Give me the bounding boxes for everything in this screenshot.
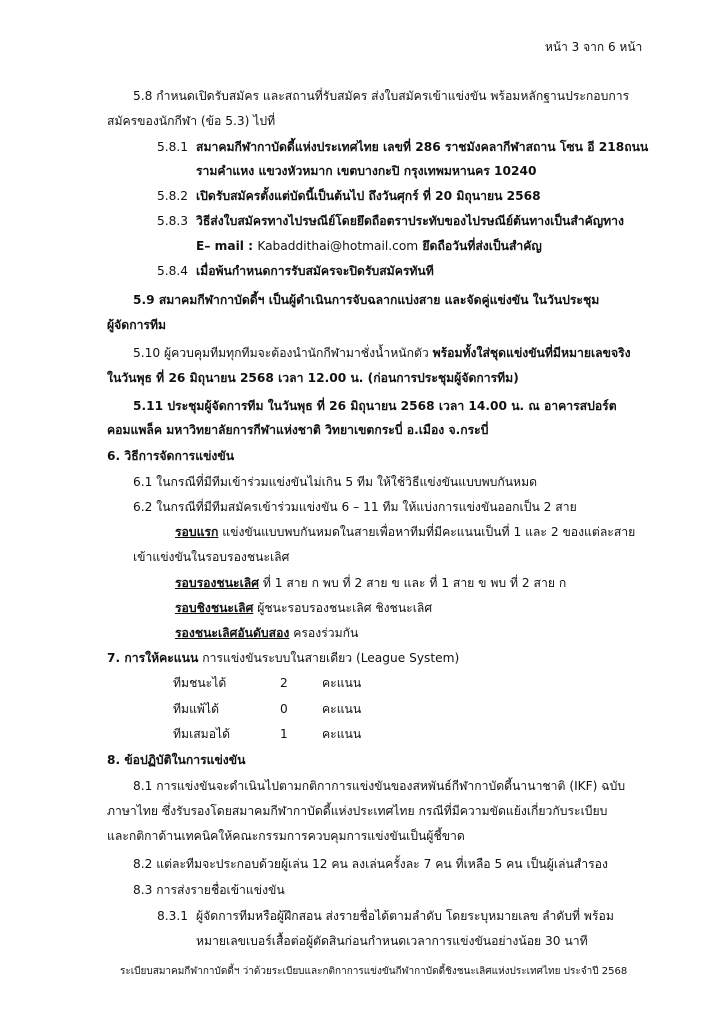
s8-3-1-num: 8.3.1	[157, 909, 189, 923]
s8-1-line1: 8.1 การแข่งขันจะดำเนินไปตามกติกาการแข่งขันของสหพันธ์กีฬากาบัดดี้นานาชาติ (IKF) ฉบับ	[133, 779, 626, 793]
s5-10-line1-a: 5.10 ผู้ควบคุมทีมทุกทีมจะต้องนำนักกีฬามาชั่งน้ำหนักตัว	[133, 346, 433, 360]
s5-8-3-num: 5.8.3	[157, 214, 189, 228]
s8-3-1-line1: ผู้จัดการทีมหรือผู้ฝึกสอน ส่งรายชื่อได้ตามลำดับ โดยระบุหมายเลข ลำดับที่ พร้อม	[196, 909, 614, 923]
s7-heading	[107, 651, 459, 666]
email-suffix: ยึดถือวันที่ส่งเป็นสำคัญ	[422, 239, 542, 253]
round-first-label: รอบแรก	[175, 525, 219, 539]
points-unit: คะแนน	[322, 727, 362, 741]
s5-8-1-line1: สมาคมกีฬากาบัดดี้แห่งประเทศไทย เลขที่ 286 ราชมังคลากีฬาสถาน โซน อี 218ถนน	[196, 140, 649, 154]
s7-heading-a: 7. การให้คะแนน	[107, 651, 199, 665]
round-semifinal-text: ที่ 1 สาย ก พบ ที่ 2 สาย ข และ ที่ 1 สาย ข พบ ที่ 2 สาย ก	[258, 576, 567, 590]
s5-8-2-text: เปิดรับสมัครตั้งแต่บัดนี้เป็นต้นไป ถึงวันศุกร์ ที่ 20 มิถุนายน 2568	[196, 189, 541, 203]
s5-10-line2: ในวันพุธ ที่ 26 มิถุนายน 2568 เวลา 12.00 น. (ก่อนการประชุมผู้จัดการทีม)	[107, 371, 519, 385]
s5-8-4-num: 5.8.4	[157, 264, 189, 278]
points-value: 0	[280, 702, 288, 716]
s5-10-line1-b: พร้อมทั้งใส่ชุดแข่งขันที่มีหมายเลขจริง	[432, 346, 631, 360]
s8-1-line2: ภาษาไทย ซึ่งรับรองโดยสมาคมกีฬากาบัดดี้แห่งประเทศไทย กรณีที่มีความขัดแย้งเกี่ยวกับระเบียบ	[107, 804, 608, 818]
s8-3: 8.3 การส่งรายชื่อเข้าแข่งขัน	[133, 883, 285, 897]
s8-1-line3: และกติกาด้านเทคนิคให้คณะกรรมการควบคุมการแข่งขันเป็นผู้ชี้ขาด	[107, 829, 465, 843]
page-number: หน้า 3 จาก 6 หน้า	[545, 40, 643, 54]
s5-11-line1: 5.11 ประชุมผู้จัดการทีม ในวันพุธ ที่ 26 มิถุนายน 2568 เวลา 14.00 น. ณ อาคารสปอร์ต	[133, 399, 617, 413]
s5-8-3-email-row	[196, 239, 542, 254]
round-third-text: ครองร่วมกัน	[289, 626, 359, 640]
email-label: E– mail :	[196, 239, 254, 253]
round-semifinal	[175, 576, 566, 591]
points-unit: คะแนน	[322, 676, 362, 690]
points-unit: คะแนน	[322, 702, 362, 716]
s5-9-line1: 5.9 สมาคมกีฬากาบัดดี้ฯ เป็นผู้ดำเนินการจับฉลากแบ่งสาย และจัดคู่แข่งขัน ในวันประชุม	[133, 293, 600, 307]
points-value: 1	[280, 727, 288, 741]
s8-3-1-line2: หมายเลขเบอร์เสื้อต่อผู้ตัดสินก่อนกำหนดเวลาการแข่งขันอย่างน้อย 30 นาที	[196, 934, 588, 948]
s5-8-line1: 5.8 กำหนดเปิดรับสมัคร และสถานที่รับสมัคร ส่งใบสมัครเข้าแข่งขัน พร้อมหลักฐานประกอบการ	[133, 89, 630, 103]
s5-8-1-num: 5.8.1	[157, 140, 189, 154]
page-footer: ระเบียบสมาคมกีฬากาบัดดี้ฯ ว่าด้วยระเบียบและกติกาการแข่งขันกีฬากาบัดดี้ชิงชนะเลิศแห่งประเทศไทย ประจำปี 2568	[120, 966, 628, 977]
s7-heading-b: การแข่งขันระบบในสายเดียว (League System)	[198, 651, 460, 665]
email-link[interactable]: Kabaddithai@hotmail.com	[257, 239, 419, 253]
points-label: ทีมเสมอได้	[173, 727, 231, 741]
s6-heading: 6. วิธีการจัดการแข่งขัน	[107, 449, 235, 463]
round-first-line2: เข้าแข่งขันในรอบรองชนะเลิศ	[133, 550, 290, 564]
round-third	[175, 626, 358, 641]
round-semifinal-label: รอบรองชนะเลิศ	[175, 576, 259, 590]
s8-2: 8.2 แต่ละทีมจะประกอบด้วยผู้เล่น 12 คน ลงเล่นครั้งละ 7 คน ที่เหลือ 5 คน เป็นผู้เล่นสำรอง	[133, 857, 608, 871]
s5-10-line1	[133, 346, 631, 361]
s5-8-3-line1: วิธีส่งใบสมัครทางไปรษณีย์โดยยึดถือตราประทับของไปรษณีย์ต้นทางเป็นสำคัญทาง	[196, 214, 624, 228]
s8-heading: 8. ข้อปฏิบัติในการแข่งขัน	[107, 753, 246, 767]
s6-1: 6.1 ในกรณีที่มีทีมเข้าร่วมแข่งขันไม่เกิน 5 ทีม ให้ใช้วิธีแข่งขันแบบพบกันหมด	[133, 475, 538, 489]
points-label: ทีมแพ้ได้	[173, 702, 220, 716]
s5-11-line2: คอมแพล็ค มหาวิทยาลัยการกีฬาแห่งชาติ วิทยาเขตกระบี่ อ.เมือง จ.กระบี่	[107, 423, 489, 437]
s5-8-2-num: 5.8.2	[157, 189, 189, 203]
s5-8-line2: สมัครของนักกีฬา (ข้อ 5.3) ไปที่	[107, 114, 276, 128]
round-final-text: ผู้ชนะรอบรองชนะเลิศ ชิงชนะเลิศ	[253, 601, 433, 615]
round-first	[175, 525, 635, 540]
round-third-label: รองชนะเลิศอันดับสอง	[175, 626, 290, 640]
s5-8-1-line2: รามคำแหง แขวงหัวหมาก เขตบางกะปิ กรุงเทพมหานคร 10240	[196, 164, 537, 178]
round-first-text: แข่งขันแบบพบกันหมดในสายเพื่อหาทีมที่มีคะแนนเป็นที่ 1 และ 2 ของแต่ละสาย	[218, 525, 636, 539]
s5-9-line2: ผู้จัดการทีม	[107, 318, 167, 332]
round-final	[175, 601, 432, 616]
s6-2: 6.2 ในกรณีที่มีทีมสมัครเข้าร่วมแข่งขัน 6 – 11 ทีม ให้แบ่งการแข่งขันออกเป็น 2 สาย	[133, 500, 577, 514]
s5-8-4-text: เมื่อพ้นกำหนดการรับสมัครจะปิดรับสมัครทันที	[196, 264, 434, 278]
round-final-label: รอบชิงชนะเลิศ	[175, 601, 254, 615]
points-label: ทีมชนะได้	[173, 676, 227, 690]
points-value: 2	[280, 676, 288, 690]
